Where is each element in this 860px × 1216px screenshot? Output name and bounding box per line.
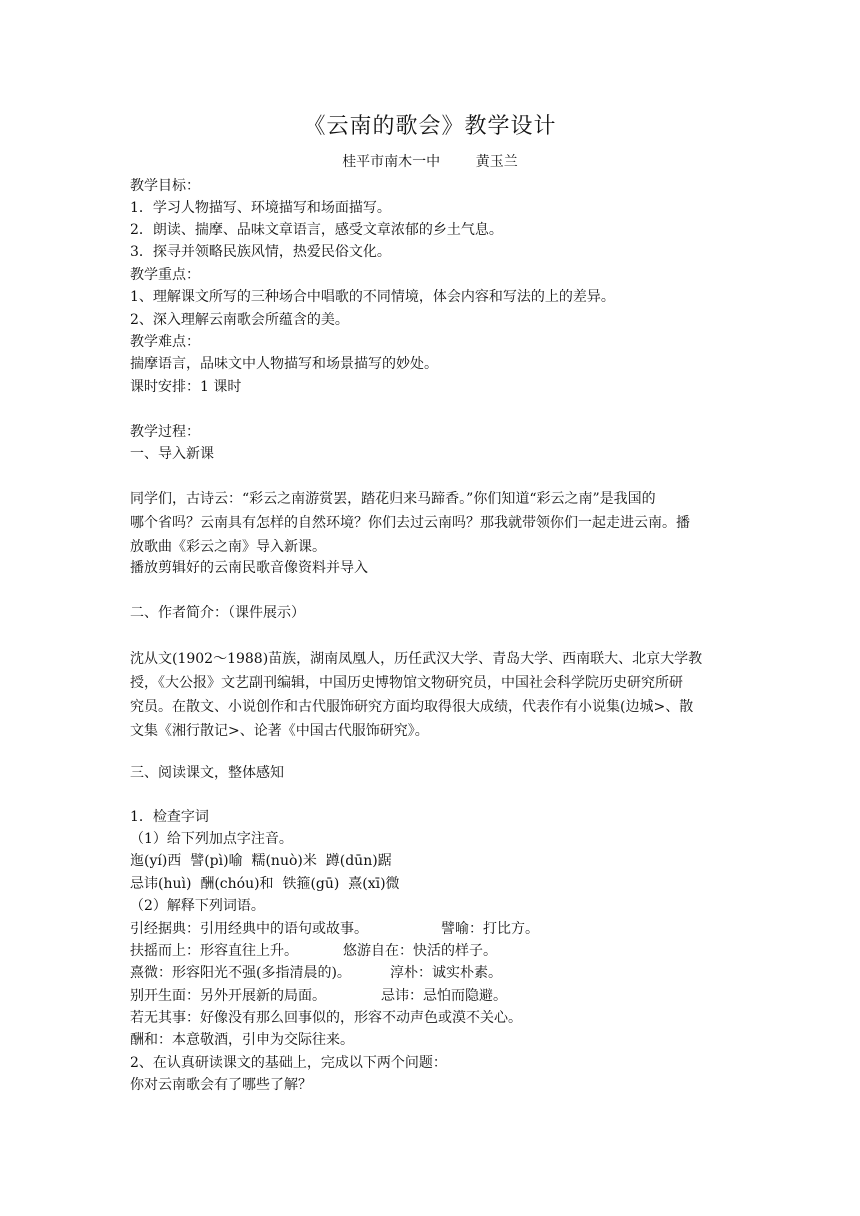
goal-item: 3．探寻并领略民族风情，热爱民俗文化。 [130,244,391,260]
difficulty-text: 揣摩语言，品味文中人物描写和场景描写的妙处。 [130,356,438,372]
process-heading: 教学过程： [130,424,200,440]
question-heading: 2、在认真研读课文的基础上，完成以下两个问题： [130,1055,447,1071]
explain-left: 扶摇而上：形容直往上升。 [130,943,298,959]
pinyin-line: 迤(yí)西 譬(pì)喻 糯(nuò)米 蹲(dūn)踞 [130,853,392,869]
explain-right: 忌讳：忌怕而隐避。 [381,988,507,1004]
question-item: 你对云南歌会有了哪些了解？ [130,1077,312,1093]
explain-right: 淳朴：诚实朴素。 [390,965,502,981]
goal-item: 2．朗读、揣摩、品味文章语言，感受文章浓郁的乡土气息。 [130,222,503,238]
goal-item: 1．学习人物描写、环境描写和场面描写。 [130,200,391,216]
section-heading: 三、阅读课文，整体感知 [130,765,284,781]
section-heading: 二、作者简介：（课件展示） [130,605,305,621]
explain-left: 熹微：形容阳光不强(多指清晨的)。 [130,965,351,981]
key-point: 1、理解课文所写的三种场合中唱歌的不同情境，体会内容和写法的上的差异。 [130,289,615,305]
author-bio-paragraph: 沈从文(1902～1988)苗族，湖南凤凰人，历任武汉大学、青岛大学、西南联大、北京大学教 授，《大公报》文艺副刊编辑，中国历史博物馆文物研究员，中国社会科学院历史研究所研 究员。在散文、小说创作和古代服饰研究方面均取得很大成绩，代表作有小说集(边城>、散 文集《湘行散记>、论著《中国古代服饰研究》。 [130,651,703,739]
explain-line: 酬和：本意敬酒，引申为交际往来。 [130,1032,354,1048]
explain-right: 悠游自在：快活的样子。 [343,943,497,959]
key-heading: 教学重点： [130,267,200,283]
intro-line: 播放剪辑好的云南民歌音像资料并导入 [130,560,368,576]
pinyin-line: 忌讳(huì) 酬(chóu)和 铁箍(gū) 熹(xī)微 [130,876,400,892]
explain-line: 若无其事：好像没有那么回事似的，形容不动声色或漠不关心。 [130,1010,522,1026]
section-heading: 一、导入新课 [130,446,214,462]
intro-paragraph: 同学们，古诗云：“彩云之南游赏罢，踏花归来马蹄香。”你们知道“彩云之南”是我国的 哪个省吗？云南具有怎样的自然环境？你们去过云南吗？那我就带领你们一起走进云南。播 放歌曲《彩云之南》导入新课。 [130,491,690,555]
author-line: 桂平市南木一中 黄玉兰 [342,154,518,170]
key-point: 2、深入理解云南歌会所蕴含的美。 [130,312,349,328]
goals-heading: 教学目标： [130,178,200,194]
check-heading: 1．检查字词 [130,809,209,825]
explain-heading: （2）解释下列词语。 [130,898,265,914]
explain-left: 别开生面：另外开展新的局面。 [130,988,326,1004]
explain-left: 引经据典：引用经典中的语句或故事。 [130,921,368,937]
pinyin-heading: （1）给下列加点字注音。 [130,831,293,847]
difficulty-heading: 教学难点： [130,334,200,350]
explain-right: 譬喻：打比方。 [441,921,539,937]
document-title: 《云南的歌会》教学设计 [303,114,557,139]
schedule-text: 课时安排：1 课时 [130,379,242,395]
